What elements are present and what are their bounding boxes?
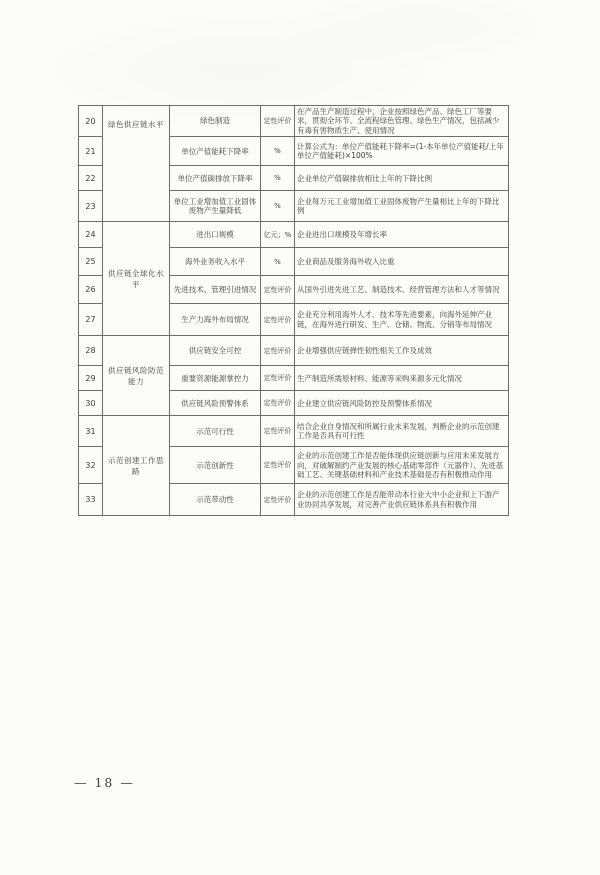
unit-cell: % [261,166,295,191]
table-row [79,336,509,366]
indicator-cell: 供应链安全可控 [170,336,261,366]
category-cell: 绿色供应链水平 [103,106,170,222]
page-number: — 18 — [74,775,135,790]
description-cell: 企业增强供应链弹性韧性相关工作及成效 [295,336,509,366]
unit-cell: % [261,191,295,222]
indicator-cell: 单位产值碳排放下降率 [170,166,261,191]
row-number-cell: 22 [79,166,103,191]
unit-cell: 定性评价 [261,336,295,366]
description-cell: 企业商品及服务海外收入比重 [295,248,509,276]
indicator-cell: 重要资源能源掌控力 [170,366,261,391]
description-cell: 企业充分利用海外人才、技术等先进要素，向海外延伸产业链，在海外进行研发、生产、仓储、物流、分销等布局情况 [295,304,509,336]
description-cell: 企业的示范创建工作是否能体现供应链创新与应用未来发展方向，对破解制约产业发展的核心基础零部件（元器件）、先进基础工艺、关键基础材料和产业技术基础是否有积极推动作用 [295,447,509,484]
row-number-cell: 33 [79,484,103,516]
description-cell: 企业每万元工业增加值工业固体废物产生量相比上年的下降比例 [295,191,509,222]
description-cell: 企业进出口规模及年增长率 [295,222,509,248]
indicator-cell: 进出口规模 [170,222,261,248]
table-row [79,416,509,447]
indicator-cell: 绿色制造 [170,106,261,137]
row-number-cell: 30 [79,391,103,416]
row-number-cell: 26 [79,276,103,304]
description-cell: 结合企业自身情况和所属行业未来发展，判断企业的示范创建工作是否具有可行性 [295,416,509,447]
row-number-cell: 31 [79,416,103,447]
indicator-cell: 供应链风险预警体系 [170,391,261,416]
description-cell: 企业单位产值碳排放相比上年的下降比例 [295,166,509,191]
category-cell: 示范创建工作思路 [103,416,170,516]
description-cell: 从国外引进先进工艺、制造技术、经营管理方法和人才等情况 [295,276,509,304]
indicator-cell: 单位工业增加值工业固体废物产生量降低 [170,191,261,222]
indicator-cell: 示范可行性 [170,416,261,447]
unit-cell: 定性评价 [261,484,295,516]
unit-cell: 定性评价 [261,106,295,137]
unit-cell: % [261,248,295,276]
indicator-cell: 先进技术、管理引进情况 [170,276,261,304]
evaluation-indicator-table [78,105,509,516]
table-row [79,222,509,248]
row-number-cell: 24 [79,222,103,248]
indicator-cell: 生产力海外布局情况 [170,304,261,336]
indicator-table-body [79,106,509,516]
row-number-cell: 25 [79,248,103,276]
category-cell: 供应链风险防范能力 [103,336,170,416]
indicator-cell: 示范创新性 [170,447,261,484]
table-row [79,106,509,137]
description-cell: 在产品生产制造过程中，企业按照绿色产品、绿色工厂等要求，贯彻全环节、全流程绿色管理、绿色生产情况，包括减少有毒有害物质生产、使用情况 [295,106,509,137]
unit-cell: % [261,137,295,166]
unit-cell: 定性评价 [261,416,295,447]
indicator-cell: 海外业务收入水平 [170,248,261,276]
indicator-cell: 单位产值能耗下降率 [170,137,261,166]
unit-cell: 亿元；% [261,222,295,248]
category-cell: 供应链全球化水平 [103,222,170,336]
description-cell: 生产制造所需原材料、能源等采购来源多元化情况 [295,366,509,391]
unit-cell: 定性评价 [261,391,295,416]
unit-cell: 定性评价 [261,366,295,391]
description-cell: 企业建立供应链风险防控及预警体系情况 [295,391,509,416]
row-number-cell: 21 [79,137,103,166]
row-number-cell: 28 [79,336,103,366]
indicator-cell: 示范带动性 [170,484,261,516]
row-number-cell: 23 [79,191,103,222]
unit-cell: 定性评价 [261,304,295,336]
row-number-cell: 20 [79,106,103,137]
unit-cell: 定性评价 [261,276,295,304]
row-number-cell: 27 [79,304,103,336]
description-cell: 企业的示范创建工作是否能带动本行业大中小企业和上下游产业协同共享发展，对完善产业供应链体系具有积极作用 [295,484,509,516]
description-cell: 计算公式为：单位产值能耗下降率=(1-本年单位产值能耗/上年单位产值能耗)×100% [295,137,509,166]
row-number-cell: 32 [79,447,103,484]
row-number-cell: 29 [79,366,103,391]
unit-cell: 定性评价 [261,447,295,484]
